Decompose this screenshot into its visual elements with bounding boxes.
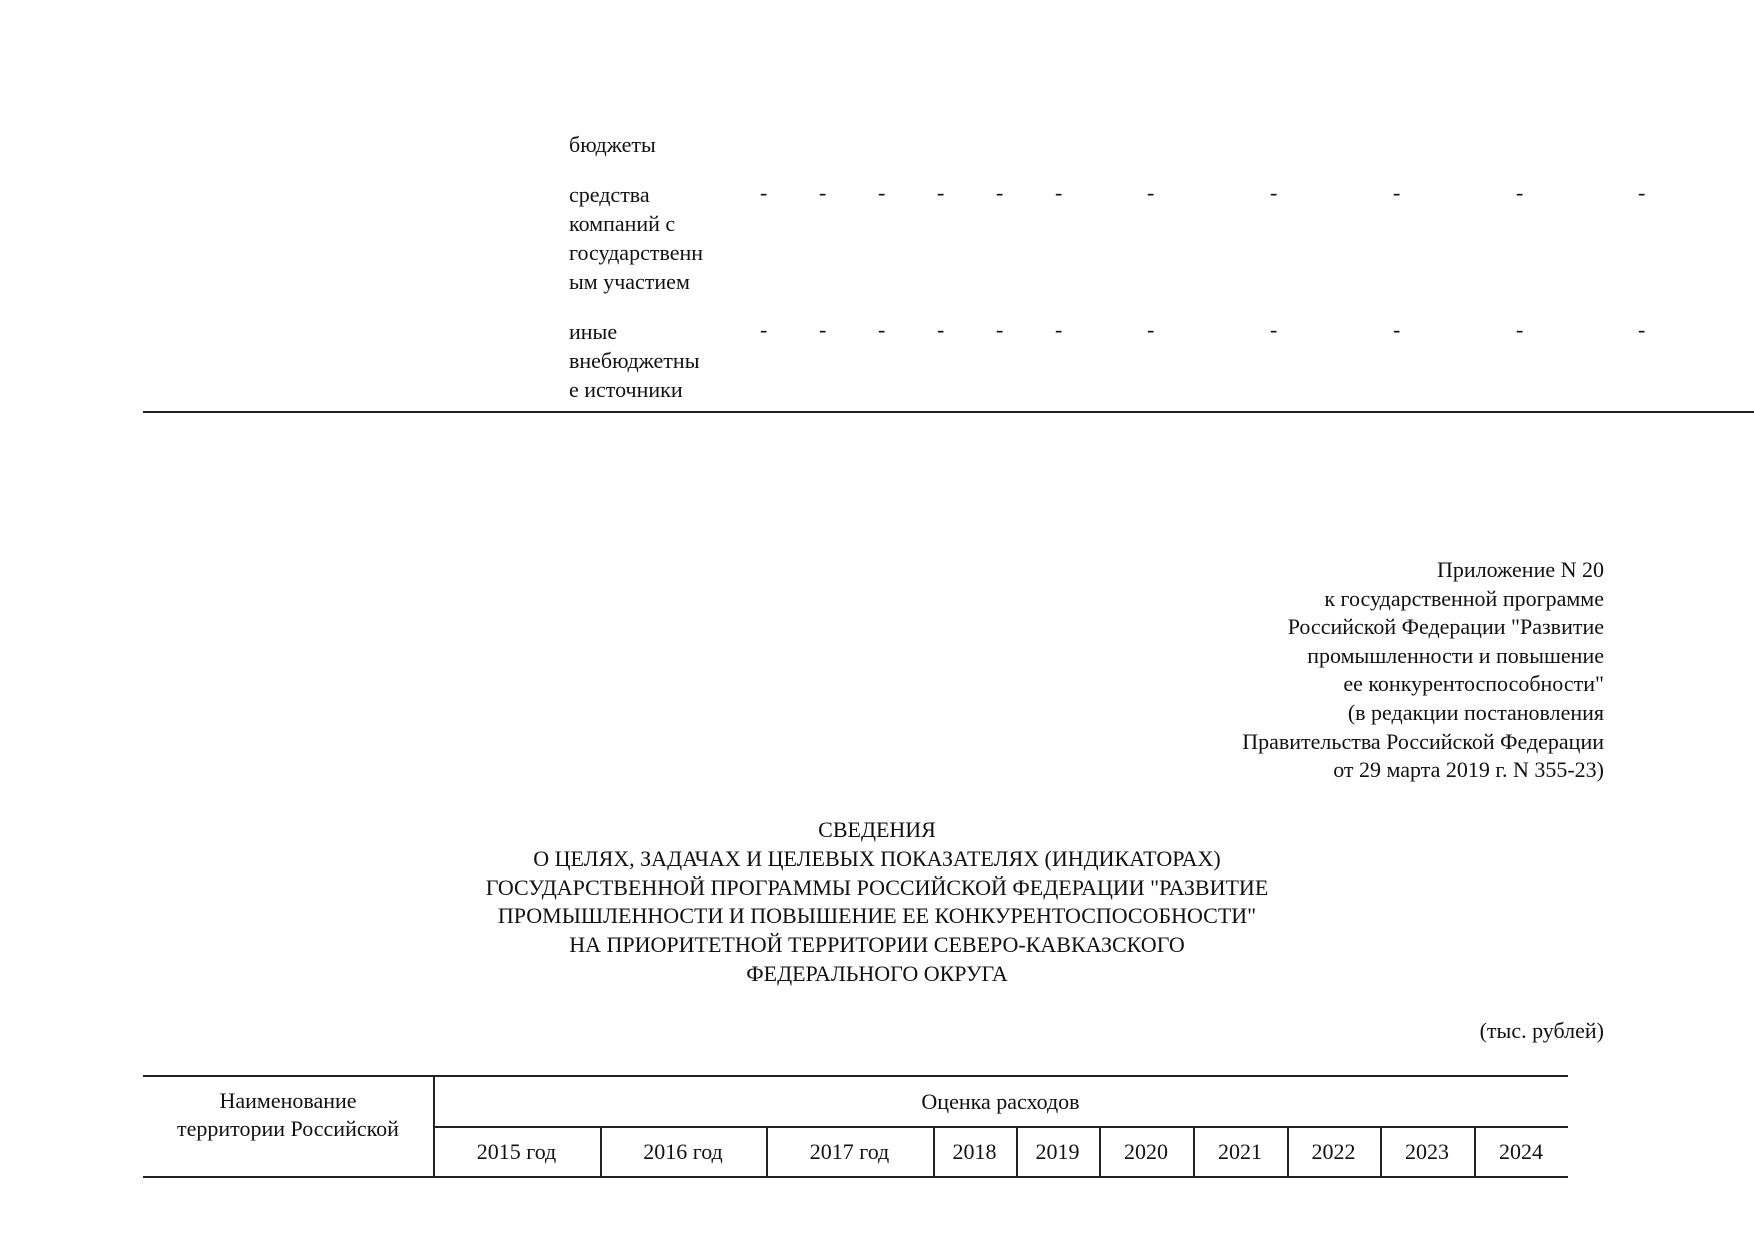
cell-value: - (1393, 180, 1401, 205)
title-line: ГОСУДАРСТВЕННОЙ ПРОГРАММЫ РОССИЙСКОЙ ФЕДЕРАЦИИ "РАЗВИТИЕ (485, 874, 1269, 900)
label-line: иные (569, 319, 618, 344)
section-divider (143, 411, 1754, 413)
cell-value: - (1055, 317, 1063, 342)
header-line: Наименование (219, 1088, 357, 1113)
title-line: О ЦЕЛЯХ, ЗАДАЧАХ И ЦЕЛЕВЫХ ПОКАЗАТЕЛЯХ (ИНДИКАТОРАХ) (533, 845, 1221, 871)
year-header: 2017 год (809, 1139, 890, 1164)
row-label-state-companies (569, 180, 739, 296)
cell-value: - (1147, 317, 1155, 342)
label-line: компаний с (569, 211, 676, 236)
cell-value: - (760, 317, 768, 342)
cell-value: - (1516, 317, 1524, 342)
year-header: 2024 (1499, 1139, 1543, 1164)
label-line: е источники (569, 377, 683, 402)
appendix-line: промышленности и повышение (1307, 642, 1604, 668)
cell-value: - (937, 180, 945, 205)
cell-value: - (1270, 180, 1278, 205)
cell-value: - (1638, 317, 1646, 342)
label-line: внебюджетны (569, 348, 700, 373)
cell-value: - (878, 317, 886, 342)
territory-column-header (143, 1087, 433, 1143)
cell-value: - (1393, 317, 1401, 342)
appendix-line: от 29 марта 2019 г. N 355-23) (1333, 757, 1604, 783)
year-header: 2023 (1405, 1139, 1449, 1164)
cell-value: - (1638, 180, 1646, 205)
year-header: 2021 (1218, 1139, 1262, 1164)
cell-value: - (1516, 180, 1524, 205)
year-header: 2016 год (643, 1139, 723, 1164)
appendix-line: Приложение N 20 (1437, 557, 1604, 582)
title-line: СВЕДЕНИЯ (818, 817, 936, 842)
label-line: средства (569, 182, 650, 207)
cell-value: - (819, 317, 827, 342)
cell-value: - (996, 180, 1004, 205)
table-mid-border (433, 1126, 1568, 1128)
year-header: 2020 (1124, 1139, 1168, 1164)
cell-value: - (878, 180, 886, 205)
appendix-line: ее конкурентоспособности" (1343, 671, 1604, 697)
cell-value: - (1055, 180, 1063, 205)
label-line: ым участием (569, 269, 690, 294)
appendix-line: к государственной программе (1324, 585, 1604, 611)
year-header: 2022 (1311, 1139, 1356, 1164)
header-line: территории Российской (177, 1116, 399, 1141)
cell-value: - (996, 317, 1004, 342)
unit-label: (тыс. рублей) (1479, 1018, 1604, 1043)
table-bottom-border (143, 1176, 1568, 1178)
table-top-border (143, 1075, 1568, 1077)
year-header: 2015 год (476, 1139, 557, 1164)
expenditure-group-header: Оценка расходов (921, 1089, 1080, 1114)
cell-value: - (1270, 317, 1278, 342)
document-title (0, 816, 1754, 989)
row-label-other-sources (569, 317, 739, 404)
appendix-line: (в редакции постановления (1347, 699, 1604, 725)
label-line: государственн (569, 240, 704, 265)
appendix-line: Правительства Российской Федерации (1242, 728, 1604, 754)
title-line: НА ПРИОРИТЕТНОЙ ТЕРРИТОРИИ СЕВЕРО-КАВКАЗСКОГО (569, 932, 1185, 958)
appendix-line: Российской Федерации "Развитие (1287, 614, 1604, 640)
cell-value: - (937, 317, 945, 342)
title-line: ФЕДЕРАЛЬНОГО ОКРУГА (746, 960, 1008, 986)
appendix-heading (1242, 556, 1604, 785)
cell-value: - (1147, 180, 1155, 205)
cell-value: - (760, 180, 768, 205)
row-label-budgets: бюджеты (569, 132, 656, 157)
year-header: 2018 (952, 1139, 997, 1164)
cell-value: - (819, 180, 827, 205)
year-header: 2019 (1035, 1139, 1080, 1164)
title-line: ПРОМЫШЛЕННОСТИ И ПОВЫШЕНИЕ ЕЕ КОНКУРЕНТОСПОСОБНОСТИ" (497, 903, 1257, 929)
